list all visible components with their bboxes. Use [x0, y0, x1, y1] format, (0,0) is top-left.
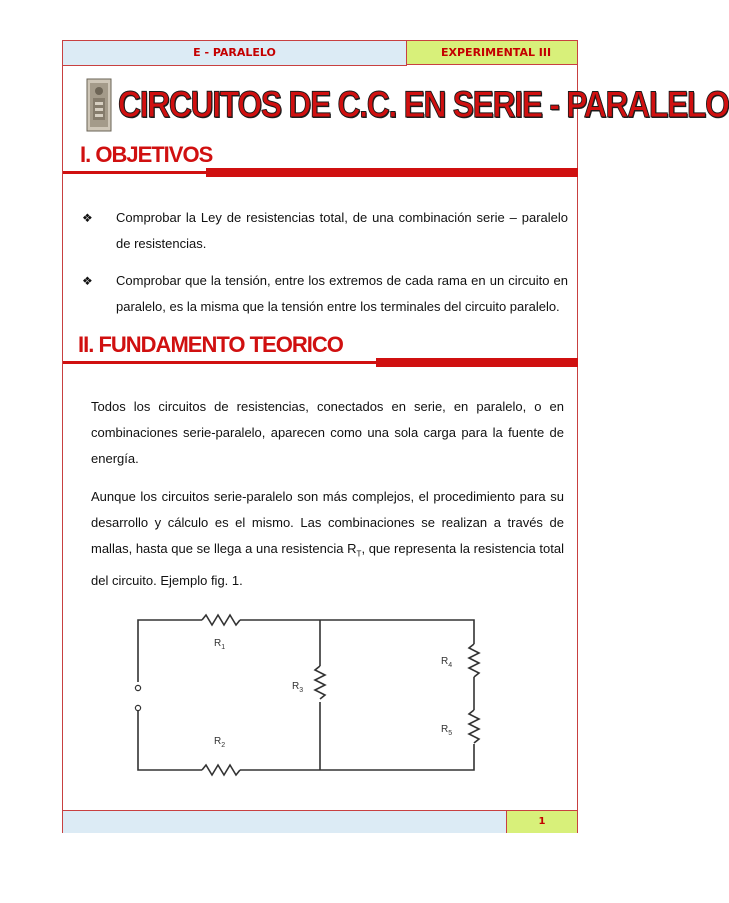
label-r1: $R_1$ [214, 638, 226, 651]
paragraph-2-text-end: , que representa la resistencia total del circuito. Ejemplo fig. 1. [91, 541, 564, 588]
subscript-t: T [356, 549, 362, 559]
university-logo-icon [86, 78, 112, 132]
footer-left-banner [63, 810, 507, 833]
section-underline-bar [206, 168, 578, 177]
diamond-bullet-icon: ❖ [82, 211, 93, 225]
top-wire [138, 620, 202, 682]
bottom-wire [138, 706, 202, 770]
section-underline-bar [376, 358, 578, 367]
terminal-bottom-icon [135, 705, 140, 710]
circuit-diagram [128, 604, 492, 780]
resistor-r4 [469, 644, 479, 677]
resistor-r2 [202, 765, 240, 775]
label-r5: $R_5$ [441, 724, 453, 737]
paragraph-2 [91, 484, 564, 594]
resistor-r1 [202, 615, 240, 625]
diamond-bullet-icon: ❖ [82, 274, 93, 288]
objective-text: Comprobar la Ley de resistencias total, de una combinación serie – paralelo de resistencias. [116, 210, 568, 251]
paragraph-2-text: Aunque los circuitos serie-paralelo son más complejos, el procedimiento para su desarrollo y cálculo es el mismo. Las combinaciones se realizan a través de mallas, hasta que se llega a una resistencia R [91, 489, 564, 556]
bottom-wire-right [240, 744, 474, 770]
objective-bullet-2 [82, 268, 568, 320]
section-heading-fundamento: II. FUNDAMENTO TEORICO [78, 332, 343, 357]
label-r3: $R_3$ [292, 681, 304, 694]
section-underline-bar-left [63, 171, 206, 174]
label-r2: $R_2$ [214, 736, 226, 749]
objective-bullet-1 [82, 205, 568, 257]
paragraph-1: Todos los circuitos de resistencias, conectados en serie, en paralelo, o en combinaciones serie-paralelo, aparecen como una sola carga para la fuente de energía. [91, 399, 564, 466]
objective-text: Comprobar que la tensión, entre los extremos de cada rama en un circuito en paralelo, es la misma que la tensión entre los terminales del circuito paralelo. [116, 273, 568, 314]
label-r4: $R_4$ [441, 656, 453, 669]
document-title: CIRCUITOS DE C.C. EN SERIE - PARALELO [118, 84, 729, 125]
top-wire-right [240, 620, 474, 644]
terminal-top-icon [135, 685, 140, 690]
page-number: 1 [507, 810, 577, 833]
resistor-r3 [315, 666, 325, 699]
header-right-banner: EXPERIMENTAL III [407, 41, 577, 65]
resistor-r5 [469, 710, 479, 743]
section-heading-objetivos: I. OBJETIVOS [80, 142, 213, 167]
section-underline-bar-left [63, 361, 376, 364]
header-left-banner: E - PARALELO [63, 41, 407, 66]
